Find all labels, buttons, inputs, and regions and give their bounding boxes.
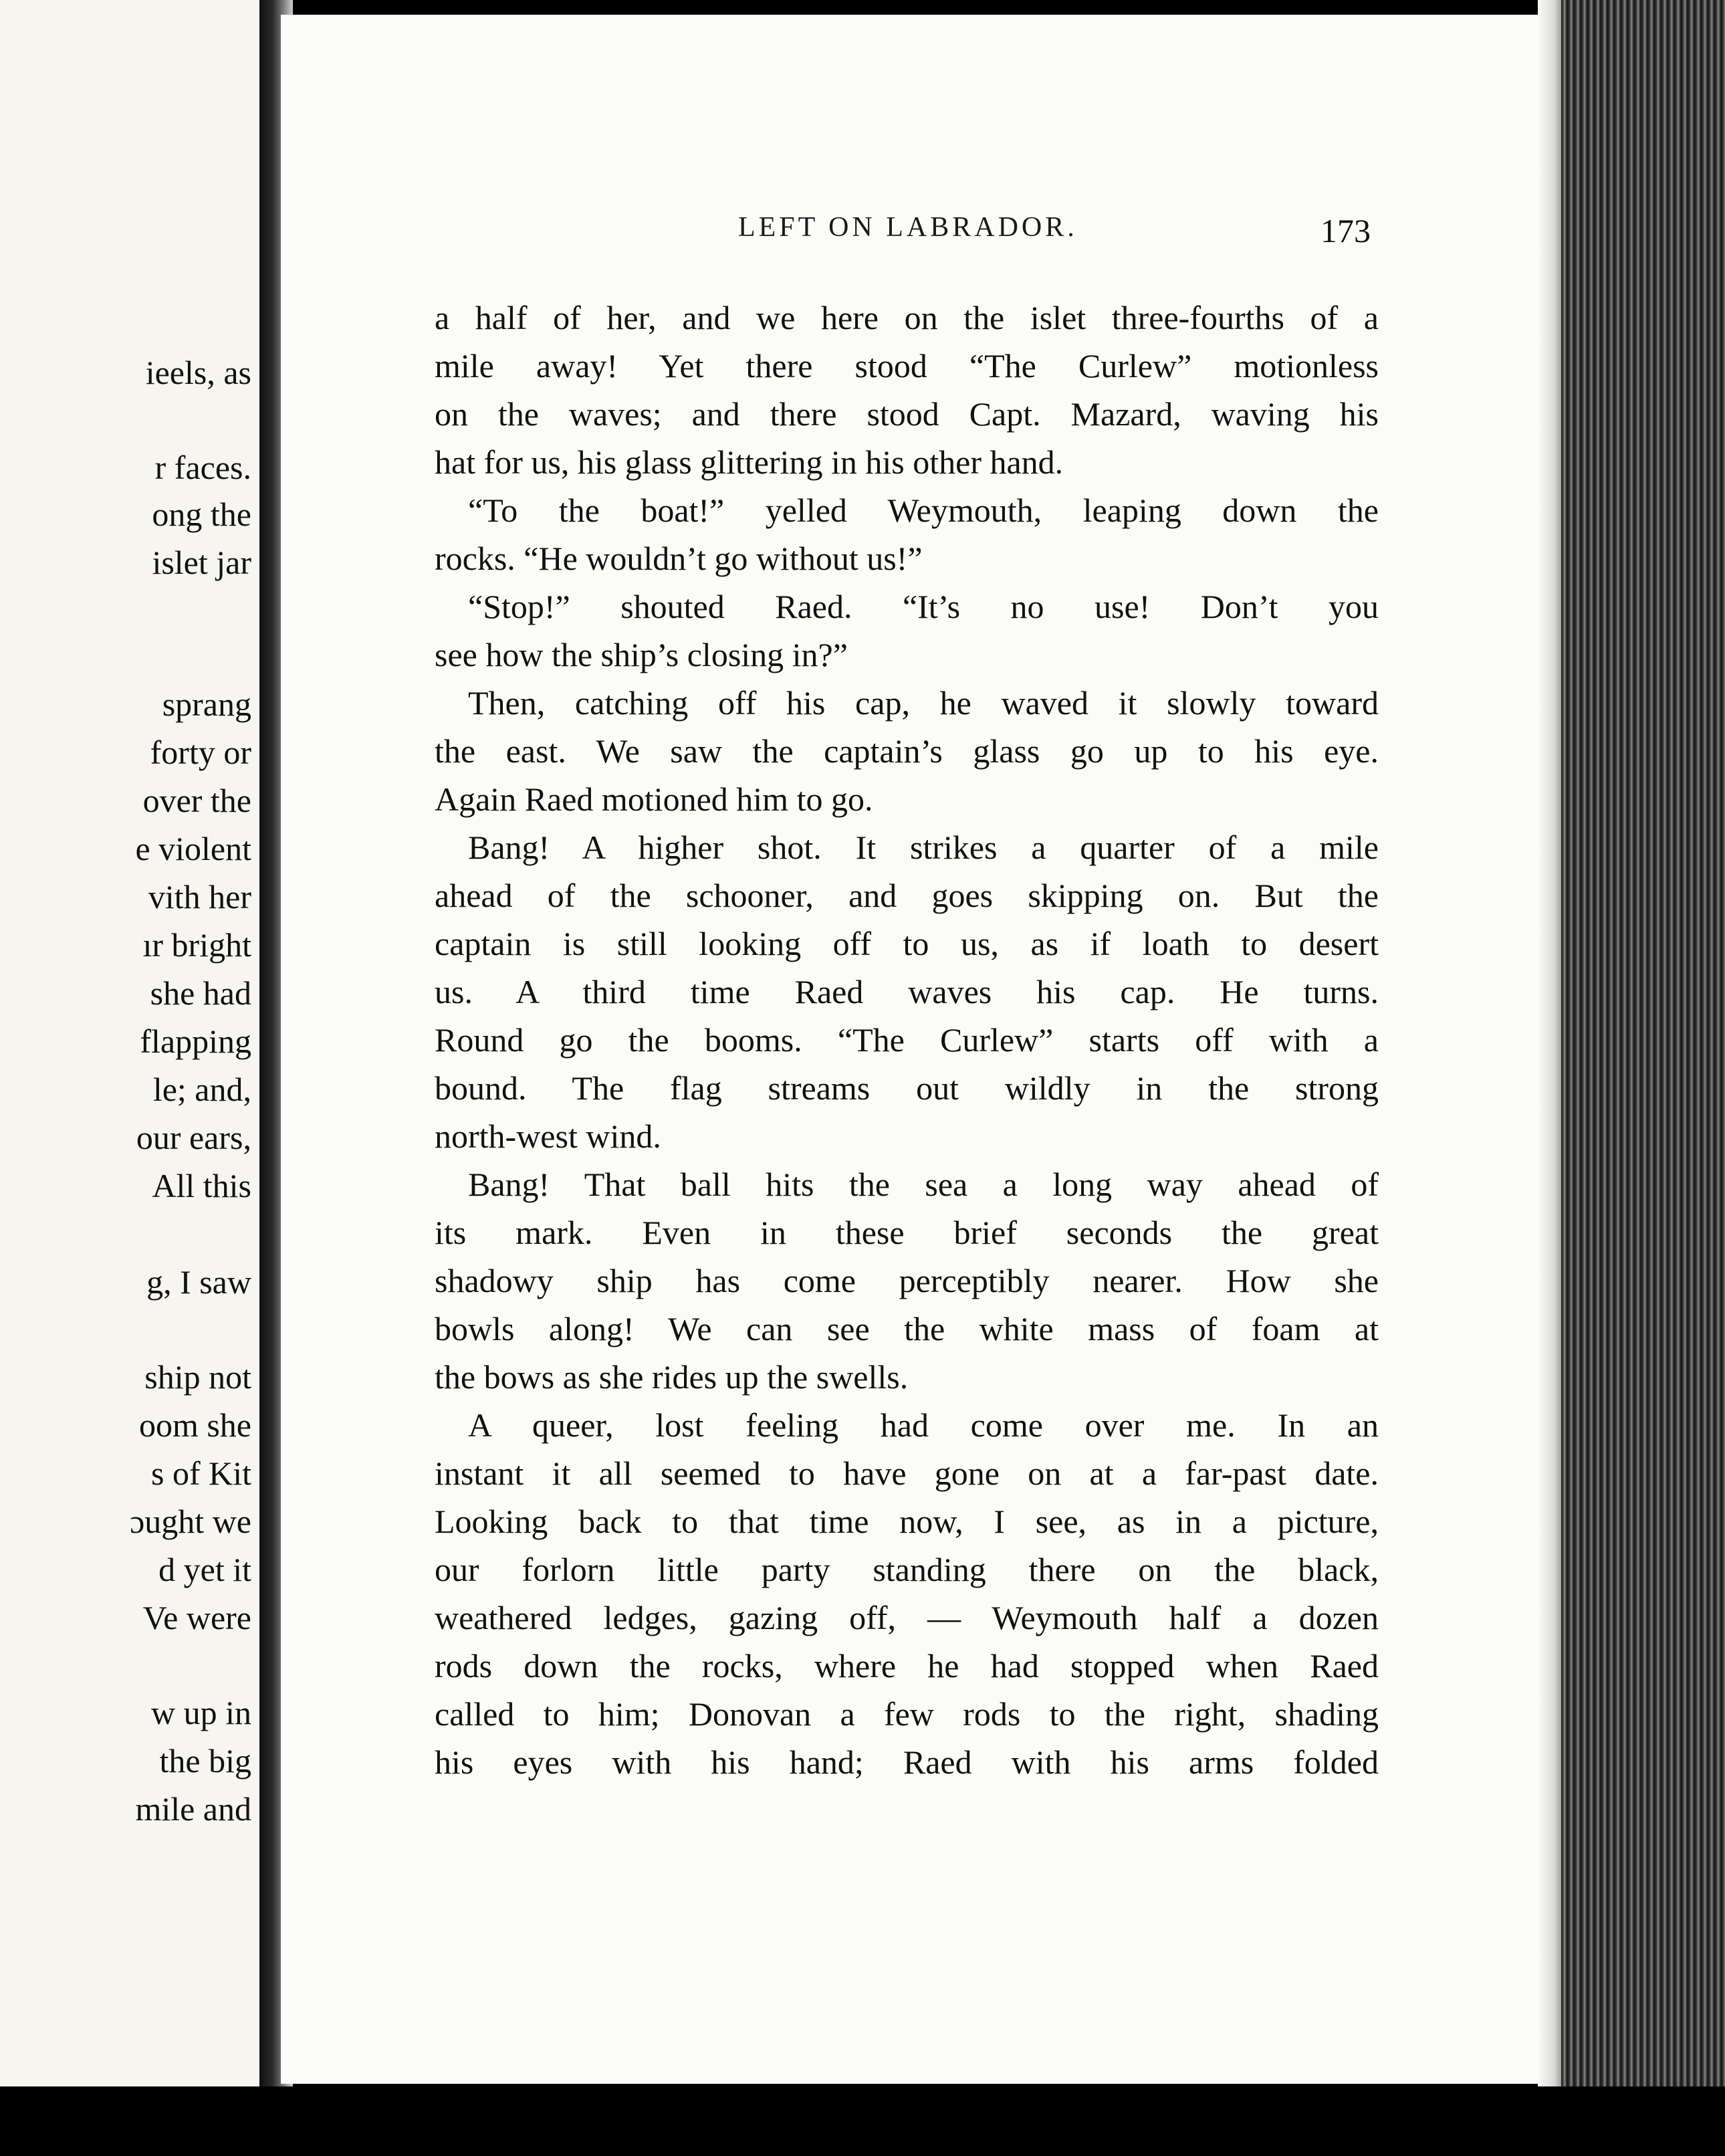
text-line: the bows as she rides up the swells. — [435, 1358, 909, 1396]
text-line: rocks. “He wouldn’t go without us!” — [435, 540, 923, 577]
left-page-fragment: oom she — [138, 1406, 251, 1444]
left-page-fragment: ır bright — [142, 926, 251, 964]
text-line: see how the ship’s closing in?” — [435, 636, 848, 673]
text-line: our forlorn little party standing there on the black, — [435, 1551, 1379, 1588]
left-page-fragment: d yet it — [158, 1551, 251, 1588]
text-line: captain is still looking off to us, as if loath to desert — [435, 925, 1379, 962]
page-number: 173 — [1320, 212, 1371, 249]
text-line: a half of her, and we here on the islet three-fourths of a — [435, 299, 1379, 336]
left-page-fragment: ong the — [152, 496, 251, 533]
text-line: rods down the rocks, where he had stopped when Raed — [435, 1647, 1379, 1685]
text-line: us. A third time Raed waves his cap. He turns. — [435, 973, 1379, 1010]
text-line: hat for us, his glass glittering in his other hand. — [435, 443, 1064, 481]
left-page-fragment: the big — [159, 1742, 251, 1780]
left-page-fragment: ɔught we — [130, 1503, 251, 1540]
text-line: weathered ledges, gazing off, — Weymouth half a dozen — [435, 1599, 1379, 1636]
book-page-edges — [1561, 0, 1725, 2156]
left-page-fragment: flapping — [140, 1022, 251, 1060]
text-line: the east. We saw the captain’s glass go up to his eye. — [435, 732, 1379, 770]
left-page-fragment: g, I saw — [146, 1263, 251, 1301]
text-line: Round go the booms. “The Curlew” starts off with a — [435, 1021, 1379, 1059]
left-page-fragment: r faces. — [154, 449, 251, 486]
text-line: A queer, lost feeling had come over me. In an — [468, 1406, 1379, 1444]
text-line: “Stop!” shouted Raed. “It’s no use! Don’t you — [468, 588, 1379, 625]
text-line: Bang! A higher shot. It strikes a quarter of a mile — [468, 829, 1379, 866]
left-page-fragment: she had — [150, 974, 251, 1012]
text-line: called to him; Donovan a few rods to the right, shading — [435, 1695, 1379, 1733]
left-page-fragment: vith her — [148, 878, 251, 915]
text-line: Looking back to that time now, I see, as in a picture, — [435, 1503, 1379, 1540]
left-page-fragment: our ears, — [136, 1119, 251, 1156]
left-page-fragment: forty or — [150, 734, 251, 771]
text-line: Bang! That ball hits the sea a long way ahead of — [468, 1166, 1379, 1203]
running-head: LEFT ON LABRADOR. — [738, 212, 1078, 243]
left-page-fragment: ship not — [144, 1358, 251, 1396]
text-line: Then, catching off his cap, he waved it slowly toward — [468, 684, 1379, 722]
left-page-fragment: s of Kit — [151, 1454, 251, 1492]
left-page-fragment: mile and — [135, 1790, 251, 1828]
text-line: bowls along! We can see the white mass of foam at — [435, 1310, 1379, 1348]
left-page — [0, 0, 261, 2086]
left-page-fragment: w up in — [151, 1694, 251, 1731]
left-page-fragment: le; and, — [152, 1071, 251, 1108]
left-page-fragment: sprang — [162, 685, 251, 723]
left-page-fragment: ieels, as — [145, 354, 251, 391]
text-line: Again Raed motioned him to go. — [435, 780, 873, 818]
left-page-fragment: islet jar — [152, 544, 251, 581]
left-page-fragment: e violent — [135, 830, 251, 867]
text-line: bound. The flag streams out wildly in the strong — [435, 1069, 1379, 1107]
text-line: his eyes with his hand; Raed with his arms folded — [435, 1743, 1379, 1781]
text-line: its mark. Even in these brief seconds the great — [435, 1214, 1379, 1251]
scan-border — [0, 2086, 1725, 2156]
text-line: instant it all seemed to have gone on at a far-past date. — [435, 1454, 1379, 1492]
text-line: north-west wind. — [435, 1117, 661, 1155]
text-line: on the waves; and there stood Capt. Mazard, waving his — [435, 395, 1379, 433]
text-line: ahead of the schooner, and goes skipping on. But the — [435, 877, 1379, 914]
text-line: shadowy ship has come perceptibly nearer. How she — [435, 1262, 1379, 1299]
left-page-fragment: All this — [152, 1167, 251, 1204]
left-page-fragment: Ve were — [142, 1599, 251, 1636]
left-page-fragment: over the — [142, 782, 251, 819]
text-line: “To the boat!” yelled Weymouth, leaping down the — [468, 492, 1379, 529]
text-line: mile away! Yet there stood “The Curlew” motionless — [435, 347, 1379, 385]
